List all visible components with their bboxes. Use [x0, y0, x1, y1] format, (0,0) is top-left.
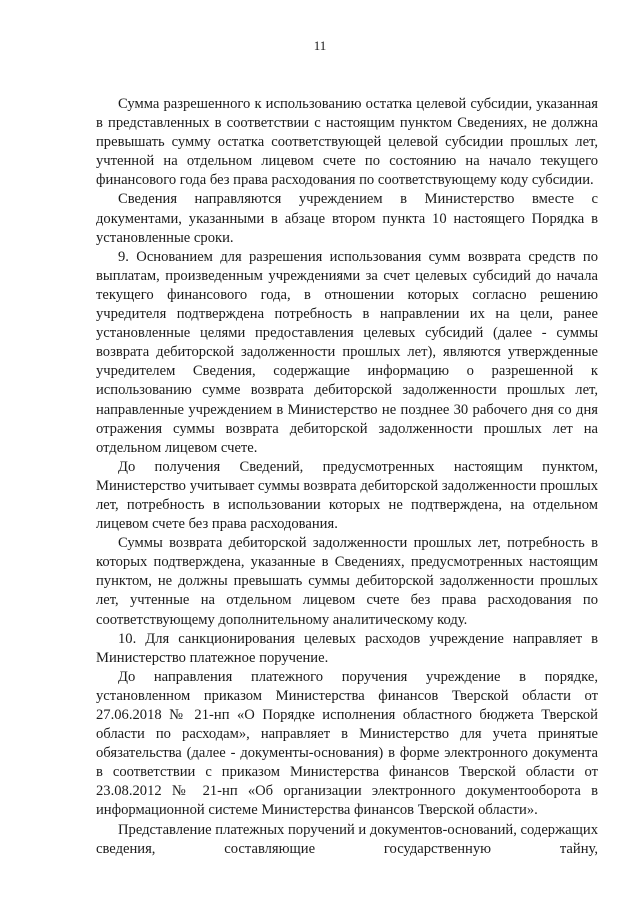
- page-number: 11: [313, 38, 327, 53]
- paragraph-payment-order: До направления платежного поручения учреждение в порядке, установленном приказом Министерства финансов Тверской области от 27.06.2018 № 21-нп «О Порядке исполнения областного бюджета Тверской области по расходам», направляет в Министерство для учета принятые обязательства (далее - документы-основания) в форме электронного документа в соответствии с приказом Министерства финансов Тверской области от 23.08.2012 № 21-нп «Об организации электронного документооборота в информационной системе Министерства финансов Тверской области».: [96, 668, 598, 819]
- paragraph-state-secret: Представление платежных поручений и документов-оснований, содержащих сведения, составляющие государственную тайну,: [96, 821, 598, 857]
- paragraph-information-submission: Сведения направляются учреждением в Министерство вместе с документами, указанными в абзаце втором пункта 10 настоящего Порядка в установленные сроки.: [96, 191, 598, 246]
- paragraph-before-receiving-info: До получения Сведений, предусмотренных настоящим пунктом, Министерство учитывает суммы возврата дебиторской задолженности прошлых лет, потребность в использовании которых не подтверждена, на отдельном лицевом счете без права расходования.: [96, 458, 598, 533]
- paragraph-return-amounts: Суммы возврата дебиторской задолженности прошлых лет, потребность в которых подтверждена, указанные в Сведениях, предусмотренных настоящим пунктом, не должны превышать суммы дебиторской задолженности прошлых лет, учтенные на отдельном лицевом счете без права расходования по соответствующему дополнительному аналитическому коду.: [96, 535, 598, 628]
- paragraph-subsidy-balance: Сумма разрешенного к использованию остатка целевой субсидии, указанная в представленных в соответствии с настоящим пунктом Сведениях, не должна превышать сумму остатка соответствующей целевой субсидии прошлых лет, учтенной на отдельном лицевом счете по состоянию на начало текущего финансового года без права расходования по соответствующему коду субсидии.: [96, 96, 598, 189]
- document-body: [96, 95, 598, 859]
- paragraph-item-10: 10. Для санкционирования целевых расходов учреждение направляет в Министерство платежное поручение.: [96, 630, 598, 666]
- paragraph-item-9: 9. Основанием для разрешения использования сумм возврата средств по выплатам, произведенным учреждениями за счет целевых субсидий до начала текущего финансового года, в отношении которых согласно решению учредителя подтверждена потребность в направлении их на цели, ранее установленные целями предоставления целевых субсидий (далее - суммы возврата дебиторской задолженности прошлых лет), являются утвержденные учредителем Сведения, содержащие информацию о разрешенной к использованию сумме возврата дебиторской задолженности прошлых лет, направленные учреждением в Министерство не позднее 30 рабочего дня со дня отражения суммы возврата дебиторской задолженности прошлых лет на отдельном лицевом счете.: [96, 248, 598, 456]
